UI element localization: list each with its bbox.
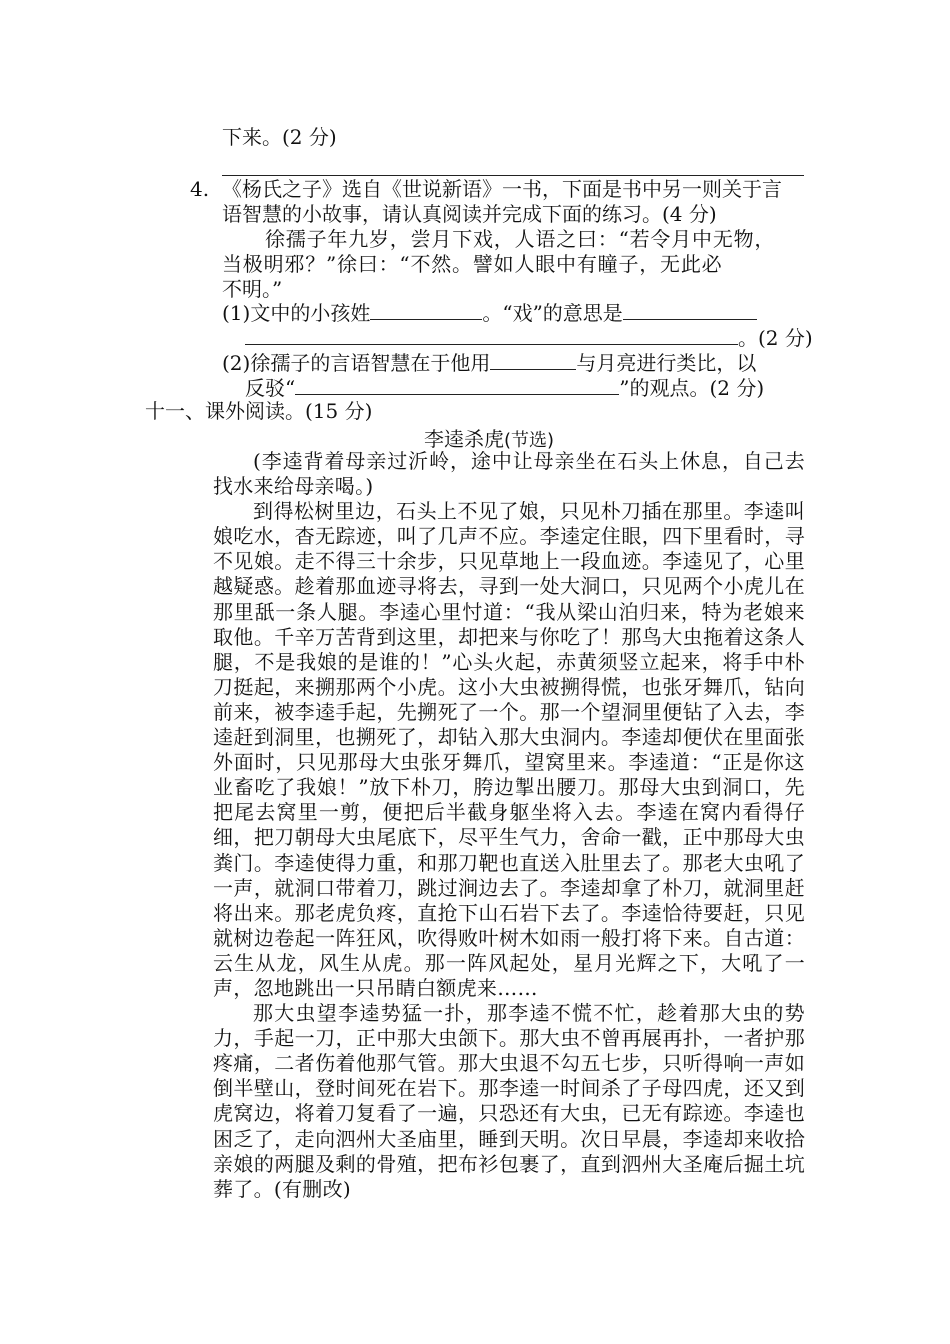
q4-sub2-prompt-3: 反驳“ <box>245 376 296 400</box>
section-11-heading: 十一、课外阅读。(15 分) <box>145 399 373 423</box>
q4-sub1-row <box>222 299 757 326</box>
q4-sub2-score: ”的观点。(2 分) <box>619 376 765 400</box>
q4-sub1-blank-surname[interactable] <box>370 299 482 320</box>
q4-sub1-blank-meaning[interactable] <box>623 299 757 320</box>
q4-number: 4. <box>190 177 210 201</box>
passage-body <box>213 449 805 1202</box>
passage-title-text: 李逵杀虎 <box>424 427 504 451</box>
q4-sub2-prompt: (2)徐孺子的言语智慧在于他用 <box>222 351 491 375</box>
q4-sub1-score: 。(2 分) <box>738 326 813 350</box>
q4-sub2-blank-viewpoint[interactable] <box>295 374 619 395</box>
q4-sub2-blank-analogy[interactable] <box>490 349 576 370</box>
q4-stem-line-2: 语智慧的小故事，请认真阅读并完成下面的练习。(4 分) <box>222 202 717 226</box>
q4-sub1-blank-meaning-cont[interactable] <box>245 324 738 345</box>
q4-story-line-2: 当极明邪？”徐曰：“不然。譬如人眼中有瞳子，无此必 <box>222 252 723 276</box>
q4-sub2-row <box>222 349 756 376</box>
q4-sub1-prompt: (1)文中的小孩姓 <box>222 301 371 325</box>
passage-paragraph-1: 到得松树里边，石头上不见了娘，只见朴刀插在那里。李逵叫娘吃水，杳无踪迹，叫了几声不应。李逵定住眼，四下里看时，寻不见娘。走不得三十余步，只见草地上一段血迹。李逵见了，心里越疑惑。趁着那血迹寻将去，寻到一处大洞口，只见两个小虎儿在那里舐一条人腿。李逵心里忖道：“我从梁山泊归来，特为老娘来取他。千辛万苦背到这里，却把来与你吃了！那鸟大虫拖着这条人腿，不是我娘的是谁的！”心头火起，赤黄须竖立起来，将手中朴刀挺起，来搠那两个小虎。这小大虫被搠得慌，也张牙舞爪，钻向前来，被李逵手起，先搠死了一个。那一个望洞里便钻了入去，李逵赶到洞里，也搠死了，却钻入那大虫洞内。李逵却便伏在里面张外面时，只见那母大虫张牙舞爪，望窝里来。李逵道：“正是你这业畜吃了我娘！”放下朴刀，胯边掣出腰刀。那母大虫到洞口，先把尾去窝里一剪，便把后半截身躯坐将入去。李逵在窝内看得仔细，把刀朝母大虫尾底下，尽平生气力，舍命一戳，正中那母大虫粪门。李逵使得力重，和那刀靶也直送入肚里去了。那老大虫吼了一声，就洞口带着刀，跳过涧边去了。李逵却拿了朴刀，就洞里赶将出来。那老虎负疼，直抢下山石岩下去了。李逵恰待要赶，只见就树边卷起一阵狂风，吹得败叶树木如雨一般打将下来。自古道：云生从龙，风生从虎。那一阵风起处，星月光辉之下，大吼了一声，忽地跳出一只吊睛白额虎来…… <box>213 499 805 1000</box>
q4-stem-line-1: 《杨氏之子》选自《世说新语》一书，下面是书中另一则关于言 <box>222 177 782 201</box>
passage-title-note: (节选) <box>504 430 555 451</box>
q3-tail-text: 下来。(2 分) <box>222 125 337 149</box>
q4-story-line-1: 徐孺子年九岁，尝月下戏，人语之曰：“若令月中无物， <box>265 227 776 251</box>
passage-intro: (李逵背着母亲过沂岭，途中让母亲坐在石头上休息，自己去找水来给母亲喝。) <box>213 449 805 499</box>
q4-sub2-prompt-2: 与月亮进行类比，以 <box>576 351 757 375</box>
passage-title <box>424 423 554 452</box>
q4-sub1-row-2 <box>245 324 813 351</box>
passage-paragraph-2: 那大虫望李逵势猛一扑，那李逵不慌不忙，趁着那大虫的势力，手起一刀，正中那大虫颌下。那大虫不曾再展再扑，一者护那疼痛，二者伤着他那气管。那大虫退不勾五七步，只听得响一声如倒半壁山，登时间死在岩下。那李逵一时间杀了子母四虎，还又到虎窝边，将着刀复看了一遍，只恐还有大虫，已无有踪迹。李逵也困乏了，走向泗州大圣庙里，睡到天明。次日早晨，李逵却来收拾亲娘的两腿及剩的骨殖，把布衫包裹了，直到泗州大圣庵后掘土坑葬了。(有删改) <box>213 1001 805 1201</box>
q4-story-line-3: 不明。” <box>222 277 283 301</box>
q4-sub1-prompt-2: 。“戏”的意思是 <box>482 301 623 325</box>
q4-sub2-row-2 <box>245 374 764 401</box>
